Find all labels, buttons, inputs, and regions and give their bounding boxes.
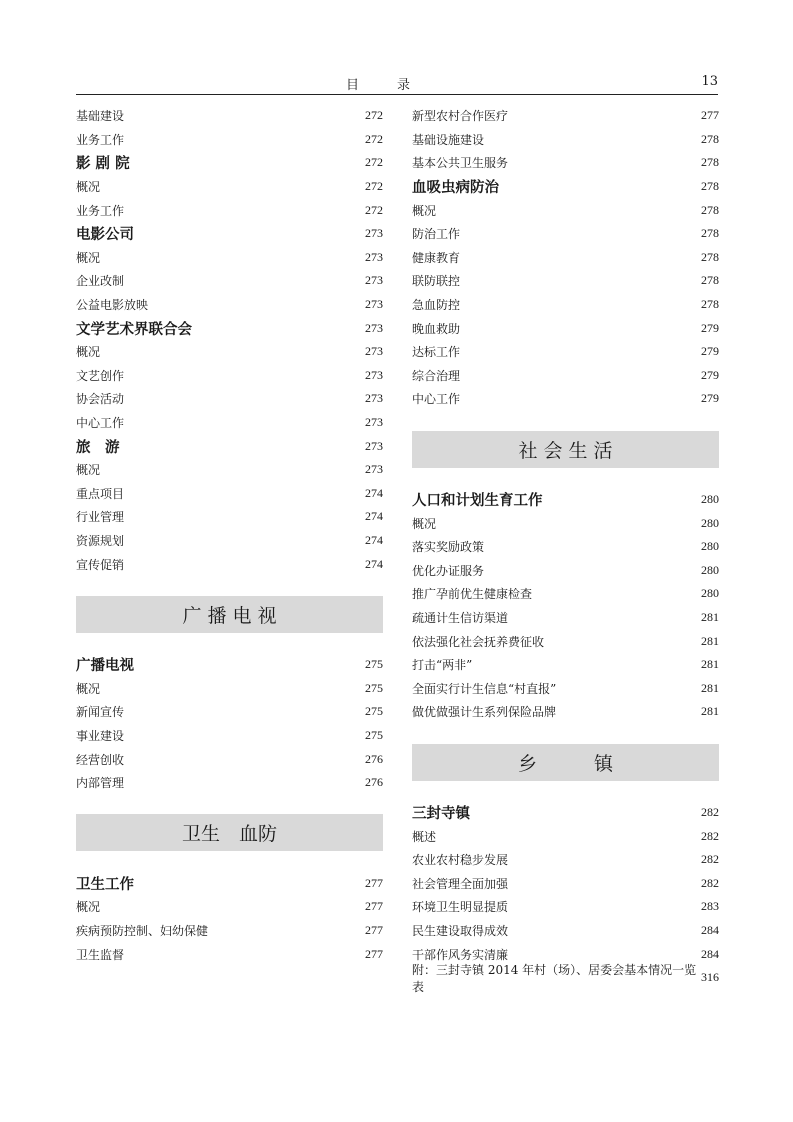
toc-entry-label: 宣传促销 [76, 557, 125, 572]
toc-entry-label: 概况 [412, 516, 437, 531]
toc-entry[interactable] [412, 269, 719, 293]
toc-entry-page: 316 [701, 970, 719, 985]
toc-entry[interactable] [412, 293, 719, 317]
toc-entry[interactable] [412, 871, 719, 895]
toc-entry-label: 血吸虫病防治 [412, 180, 499, 197]
toc-entry-page: 278 [701, 202, 719, 217]
toc-entry-page: 278 [701, 179, 719, 194]
toc-entry[interactable] [76, 293, 383, 317]
toc-entry-label: 优化办证服务 [412, 563, 485, 578]
toc-entry-page: 278 [701, 297, 719, 312]
toc-entry-page: 275 [365, 727, 383, 742]
toc-entry-label: 落实奖励政策 [412, 540, 485, 555]
toc-entry-page: 277 [365, 875, 383, 890]
toc-entry[interactable] [76, 771, 383, 795]
toc-entry-page: 274 [365, 485, 383, 500]
toc-entry-page: 278 [701, 226, 719, 241]
toc-entry-label: 附：三封寺镇 2014 年村（场）、居委会基本情况一览表 [412, 962, 697, 994]
toc-entry-page: 284 [701, 946, 719, 961]
toc-entry-label: 联防联控 [412, 274, 461, 289]
toc-entry-page: 275 [365, 704, 383, 719]
toc-entry-label: 业务工作 [76, 203, 125, 218]
toc-entry[interactable] [76, 458, 383, 482]
toc-entry-label: 卫生工作 [76, 876, 134, 893]
toc-entry-label: 概况 [76, 900, 101, 915]
toc-entry-label: 行业管理 [76, 510, 125, 525]
toc-entry-page: 282 [701, 875, 719, 890]
toc-heading-entry[interactable] [76, 222, 383, 246]
section-banner [76, 814, 383, 851]
toc-entry[interactable] [76, 128, 383, 152]
toc-entry-page: 279 [701, 320, 719, 335]
toc-entry[interactable] [412, 387, 719, 411]
toc-entry-page: 278 [701, 155, 719, 170]
toc-entry[interactable] [412, 824, 719, 848]
toc-heading-entry[interactable] [76, 434, 383, 458]
toc-entry-label: 概况 [76, 345, 101, 360]
toc-heading-entry[interactable] [76, 316, 383, 340]
toc-entry[interactable] [412, 340, 719, 364]
toc-entry-label: 概况 [412, 203, 437, 218]
toc-entry-label: 晚血救助 [412, 321, 461, 336]
toc-entry[interactable] [412, 653, 719, 677]
toc-heading-entry[interactable] [412, 175, 719, 199]
toc-entry-label: 概况 [76, 180, 101, 195]
toc-entry[interactable] [412, 128, 719, 152]
section-banner [76, 596, 383, 633]
toc-entry-label: 基本公共卫生服务 [412, 156, 509, 171]
toc-right-column [412, 104, 719, 994]
toc-entry-label: 急血防控 [412, 298, 461, 313]
toc-entry-page: 278 [701, 131, 719, 146]
toc-entry-label: 综合治理 [412, 368, 461, 383]
page-title: 目录 [345, 78, 449, 93]
toc-entry[interactable] [76, 505, 383, 529]
toc-entry-page: 273 [365, 249, 383, 264]
page-number: 13 [701, 74, 718, 89]
toc-entry-page: 272 [365, 179, 383, 194]
toc-entry-label: 农业农村稳步发展 [412, 853, 509, 868]
toc-entry-page: 273 [365, 391, 383, 406]
toc-entry-label: 经营创收 [76, 752, 125, 767]
toc-entry[interactable] [412, 316, 719, 340]
toc-entry-label: 环境卫生明显提质 [412, 900, 509, 915]
toc-entry-page: 272 [365, 202, 383, 217]
toc-entry-page: 282 [701, 852, 719, 867]
toc-entry-label: 防治工作 [412, 227, 461, 242]
section-banner-title: 广 播 电 视 [182, 604, 277, 627]
toc-entry-label: 事业建设 [76, 728, 125, 743]
toc-entry-label: 疾病预防控制、妇幼保健 [76, 923, 209, 938]
toc-entry-page: 281 [701, 657, 719, 672]
toc-entry-page: 275 [365, 657, 383, 672]
toc-entry[interactable] [76, 919, 383, 943]
toc-entry-label: 电影公司 [76, 227, 134, 244]
toc-entry[interactable] [76, 942, 383, 966]
toc-entry-page: 281 [701, 680, 719, 695]
toc-entry[interactable] [76, 387, 383, 411]
toc-entry-page: 273 [365, 297, 383, 312]
toc-entry-page: 273 [365, 438, 383, 453]
toc-entry-page: 273 [365, 320, 383, 335]
toc-entry-page: 273 [365, 273, 383, 288]
section-banner [412, 744, 719, 781]
toc-entry[interactable] [412, 919, 719, 943]
toc-entry-page: 283 [701, 899, 719, 914]
toc-entry-page: 280 [701, 586, 719, 601]
toc-entry-label: 影 剧 院 [76, 156, 130, 173]
toc-entry-label: 资源规划 [76, 533, 125, 548]
toc-entry-page: 276 [365, 775, 383, 790]
toc-entry-label: 协会活动 [76, 392, 125, 407]
toc-entry-label: 文艺创作 [76, 368, 125, 383]
toc-entry-label: 新型农村合作医疗 [412, 109, 509, 124]
toc-heading-entry[interactable] [412, 801, 719, 825]
toc-entry-page: 277 [701, 108, 719, 123]
toc-entry[interactable] [76, 676, 383, 700]
toc-entry-page: 273 [365, 415, 383, 430]
toc-entry-label: 公益电影放映 [76, 298, 149, 313]
toc-entry[interactable] [412, 962, 719, 994]
toc-entry-page: 272 [365, 108, 383, 123]
toc-entry-label: 推广孕前优生健康检查 [412, 587, 533, 602]
toc-entry-label: 广播电视 [76, 658, 134, 675]
toc-entry-page: 273 [365, 344, 383, 359]
toc-entry-page: 280 [701, 515, 719, 530]
toc-entry-page: 274 [365, 509, 383, 524]
toc-entry[interactable] [412, 582, 719, 606]
toc-entry-page: 281 [701, 633, 719, 648]
toc-entry[interactable] [412, 246, 719, 270]
toc-entry-label: 企业改制 [76, 274, 125, 289]
toc-entry-label: 概况 [76, 681, 101, 696]
toc-entry-page: 273 [365, 462, 383, 477]
toc-entry[interactable] [76, 340, 383, 364]
toc-entry-label: 概况 [76, 463, 101, 478]
toc-entry[interactable] [412, 151, 719, 175]
toc-entry-label: 全面实行计生信息“村直报” [412, 681, 557, 696]
toc-entry[interactable] [412, 535, 719, 559]
toc-entry-page: 279 [701, 344, 719, 359]
toc-entry-page: 276 [365, 751, 383, 766]
toc-entry-label: 中心工作 [76, 416, 125, 431]
toc-entry-page: 280 [701, 492, 719, 507]
toc-entry-label: 基础建设 [76, 109, 125, 124]
toc-entry-page: 278 [701, 249, 719, 264]
toc-entry-label: 打击“两非” [412, 658, 473, 673]
toc-entry-label: 基础设施建设 [412, 132, 485, 147]
toc-entry-page: 274 [365, 532, 383, 547]
toc-left-column [76, 104, 383, 966]
toc-entry-page: 272 [365, 155, 383, 170]
toc-entry[interactable] [76, 269, 383, 293]
toc-entry-page: 278 [701, 273, 719, 288]
toc-entry[interactable] [412, 895, 719, 919]
toc-entry-label: 内部管理 [76, 776, 125, 791]
section-banner-title: 社 会 生 活 [518, 439, 613, 462]
toc-entry-page: 277 [365, 922, 383, 937]
toc-entry[interactable] [412, 364, 719, 388]
toc-entry-label: 社会管理全面加强 [412, 876, 509, 891]
toc-entry-label: 民生建设取得成效 [412, 923, 509, 938]
toc-entry-page: 280 [701, 539, 719, 554]
toc-entry-page: 275 [365, 680, 383, 695]
toc-entry-label: 达标工作 [412, 345, 461, 360]
toc-entry-page: 273 [365, 226, 383, 241]
toc-entry[interactable] [76, 411, 383, 435]
toc-entry-page: 274 [365, 556, 383, 571]
toc-entry[interactable] [412, 700, 719, 724]
toc-entry[interactable] [76, 246, 383, 270]
toc-entry-label: 三封寺镇 [412, 805, 470, 822]
toc-entry[interactable] [76, 747, 383, 771]
toc-entry[interactable] [412, 629, 719, 653]
toc-entry[interactable] [412, 104, 719, 128]
toc-heading-entry[interactable] [412, 488, 719, 512]
toc-heading-entry[interactable] [76, 151, 383, 175]
toc-entry[interactable] [412, 198, 719, 222]
toc-entry-label: 旅 游 [76, 439, 120, 456]
toc-entry[interactable] [76, 700, 383, 724]
toc-entry-label: 业务工作 [76, 132, 125, 147]
toc-entry[interactable] [412, 676, 719, 700]
toc-entry-label: 重点项目 [76, 486, 125, 501]
toc-entry-page: 279 [701, 367, 719, 382]
toc-entry-label: 文学艺术界联合会 [76, 321, 192, 338]
toc-entry-label: 人口和计划生育工作 [412, 493, 543, 510]
toc-entry[interactable] [76, 198, 383, 222]
toc-entry[interactable] [76, 529, 383, 553]
toc-entry-page: 281 [701, 609, 719, 624]
toc-entry-label: 卫生监督 [76, 947, 125, 962]
toc-entry[interactable] [412, 559, 719, 583]
toc-entry-label: 概述 [412, 829, 437, 844]
toc-entry[interactable] [76, 895, 383, 919]
toc-entry[interactable] [412, 848, 719, 872]
toc-heading-entry[interactable] [76, 653, 383, 677]
section-banner-title: 卫生 血防 [181, 823, 277, 846]
toc-entry[interactable] [412, 606, 719, 630]
toc-entry[interactable] [412, 511, 719, 535]
toc-entry[interactable] [412, 222, 719, 246]
toc-entry-page: 280 [701, 562, 719, 577]
toc-entry-label: 疏通计生信访渠道 [412, 610, 509, 625]
toc-entry-page: 279 [701, 391, 719, 406]
toc-entry-page: 282 [701, 828, 719, 843]
toc-entry-page: 272 [365, 131, 383, 146]
section-banner-title: 乡 镇 [517, 752, 613, 775]
toc-entry[interactable] [76, 104, 383, 128]
toc-entry-page: 273 [365, 367, 383, 382]
toc-heading-entry[interactable] [76, 871, 383, 895]
toc-entry-label: 中心工作 [412, 392, 461, 407]
toc-entry-page: 282 [701, 804, 719, 819]
toc-entry-page: 277 [365, 946, 383, 961]
toc-entry[interactable] [76, 175, 383, 199]
toc-entry-label: 干部作风务实清廉 [412, 947, 509, 962]
toc-entry-label: 做优做强计生系列保险品牌 [412, 705, 557, 720]
toc-entry-label: 健康教育 [412, 250, 461, 265]
toc-entry[interactable] [76, 724, 383, 748]
toc-entry-page: 284 [701, 922, 719, 937]
toc-entry[interactable] [76, 364, 383, 388]
toc-entry-label: 新闻宣传 [76, 705, 125, 720]
toc-entry-label: 概况 [76, 250, 101, 265]
toc-entry-page: 281 [701, 704, 719, 719]
toc-entry-label: 依法强化社会抚养费征收 [412, 634, 545, 649]
section-banner [412, 431, 719, 468]
toc-entry-page: 277 [365, 899, 383, 914]
toc-entry[interactable] [76, 552, 383, 576]
page-header [76, 74, 718, 95]
toc-entry[interactable] [76, 482, 383, 506]
